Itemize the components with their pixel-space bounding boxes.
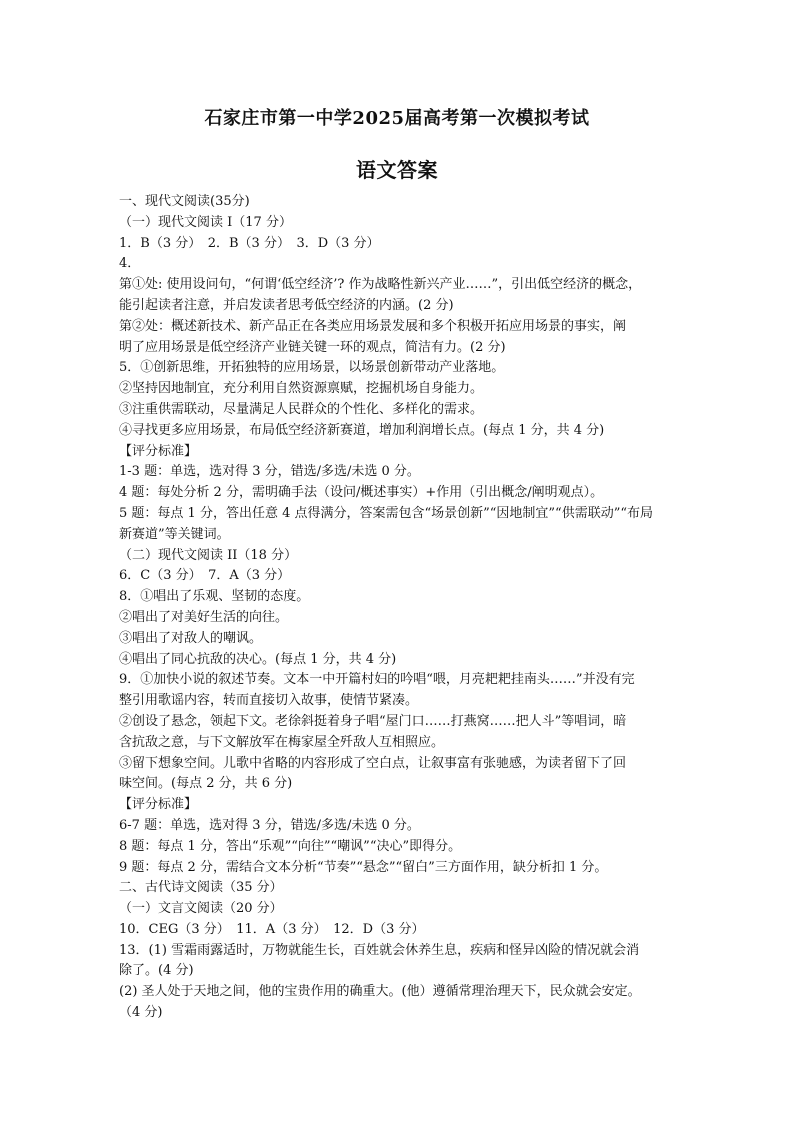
text-line: 整引用歌谣内容，转而直接切入故事，使情节紧凑。 [119, 693, 419, 709]
text-line: 6-7 题：单选，选对得 3 分，错选/多选/未选 0 分。 [119, 817, 420, 833]
text-line: （4 分) [119, 1005, 163, 1021]
text-line: ③注重供需联动，尽量满足人民群众的个性化、多样化的需求。 [119, 401, 484, 417]
text-line: 新赛道”等关键词。 [119, 526, 230, 542]
text-line: 味空间。(每点 2 分，共 6 分) [119, 776, 293, 792]
text-line: ③唱出了对敌人的嘲讽。 [119, 630, 263, 646]
text-line: 【评分标准】 [119, 443, 198, 459]
text-line: ②唱出了对美好生活的向往。 [119, 609, 289, 625]
text-line: ④唱出了同心抗敌的决心。(每点 1 分，共 4 分) [119, 651, 397, 667]
text-line: 5．①创新思维，开拓独特的应用场景，以场景创新带动产业落地。 [119, 360, 505, 376]
text-line: （二）现代文阅读 II（18 分） [119, 547, 298, 563]
text-line: 【评分标准】 [119, 797, 198, 813]
text-line: （一）现代文阅读 I（17 分） [119, 214, 292, 230]
text-line: (2) 圣人处于天地之间，他的宝贵作用的确重大。(他）遵循常理治理天下，民众就会安定。 [119, 984, 641, 1000]
text-line: 一、现代文阅读(35分) [119, 194, 250, 209]
text-line: ②创设了悬念，领起下文。老徐斜挺着身子唱“屋门口……打燕窝……把人斗”等唱词，暗 [119, 713, 627, 729]
text-line: 1-3 题：单选，选对得 3 分，错选/多选/未选 0 分。 [119, 464, 420, 480]
text-line: 第①处: 使用设问句，“何谓‘低空经济’? 作为战略性新兴产业……”，引出低空经济的概念， [119, 277, 642, 293]
text-line: 4． [119, 256, 141, 272]
text-line: 能引起读者注意，并启发读者思考低空经济的内涵。(2 分) [119, 297, 454, 313]
text-line: 二、古代诗文阅读（35 分） [119, 880, 283, 896]
text-line: 8 题：每点 1 分，答出“乐观”“向往”“嘲讽”“决心”即得分。 [119, 838, 462, 854]
text-line: 5 题：每点 1 分，答出任意 4 点得满分，答案需包含“场景创新”“因地制宜”“供需联动”“布局 [119, 505, 653, 521]
text-line: 9．①加快小说的叙述节奏。文本一中开篇村妇的吟唱“喂，月亮耙耙挂南头……”并没有完 [119, 672, 635, 688]
text-line: ②坚持因地制宜，充分利用自然资源禀赋，挖掘机场自身能力。 [119, 381, 484, 397]
text-line: 第②处：概述新技术、新产品正在各类应用场景发展和多个积极开拓应用场景的事实，阐 [119, 318, 627, 334]
text-line: 1．B（3 分） 2．B（3 分） 3．D（3 分） [119, 235, 380, 251]
text-line: 10．CEG（3 分） 11．A（3 分） 12．D（3 分） [119, 921, 425, 937]
text-line: 6．C（3 分） 7．A（3 分） [119, 568, 291, 584]
text-line: 明了应用场景是低空经济产业链关键一环的观点，简洁有力。(2 分) [119, 339, 506, 355]
text-line: 8．①唱出了乐观、坚韧的态度。 [119, 589, 310, 605]
answer-content [119, 192, 683, 1024]
page-title: 石家庄市第一中学2025届高考第一次模拟考试 [204, 108, 590, 129]
text-line: 13．(1) 雪霜雨露适时，万物就能生长，百姓就会休养生息，疾病和怪异凶险的情况就会消 [119, 942, 640, 958]
text-line: 含抗敌之意，与下文解放军在梅家屋全歼敌人互相照应。 [119, 734, 445, 750]
text-line: ③留下想象空间。儿歌中省略的内容形成了空白点，让叙事富有张驰感，为读者留下了回 [119, 755, 627, 771]
text-line: （一）文言文阅读（20 分） [119, 901, 283, 917]
text-line: 除了。(4 分) [119, 963, 194, 979]
page-subtitle: 语文答案 [356, 158, 438, 182]
text-line: ④寻找更多应用场景，布局低空经济新赛道，增加利润增长点。(每点 1 分，共 4 分) [119, 422, 605, 438]
text-line: 4 题：每处分析 2 分，需明确手法（设问/概述事实）+作用（引出概念/阐明观点）。 [119, 485, 604, 501]
text-line: 9 题：每点 2 分，需结合文本分析“节奏”“悬念”“留白”三方面作用，缺分析扣 1 分。 [119, 859, 608, 875]
